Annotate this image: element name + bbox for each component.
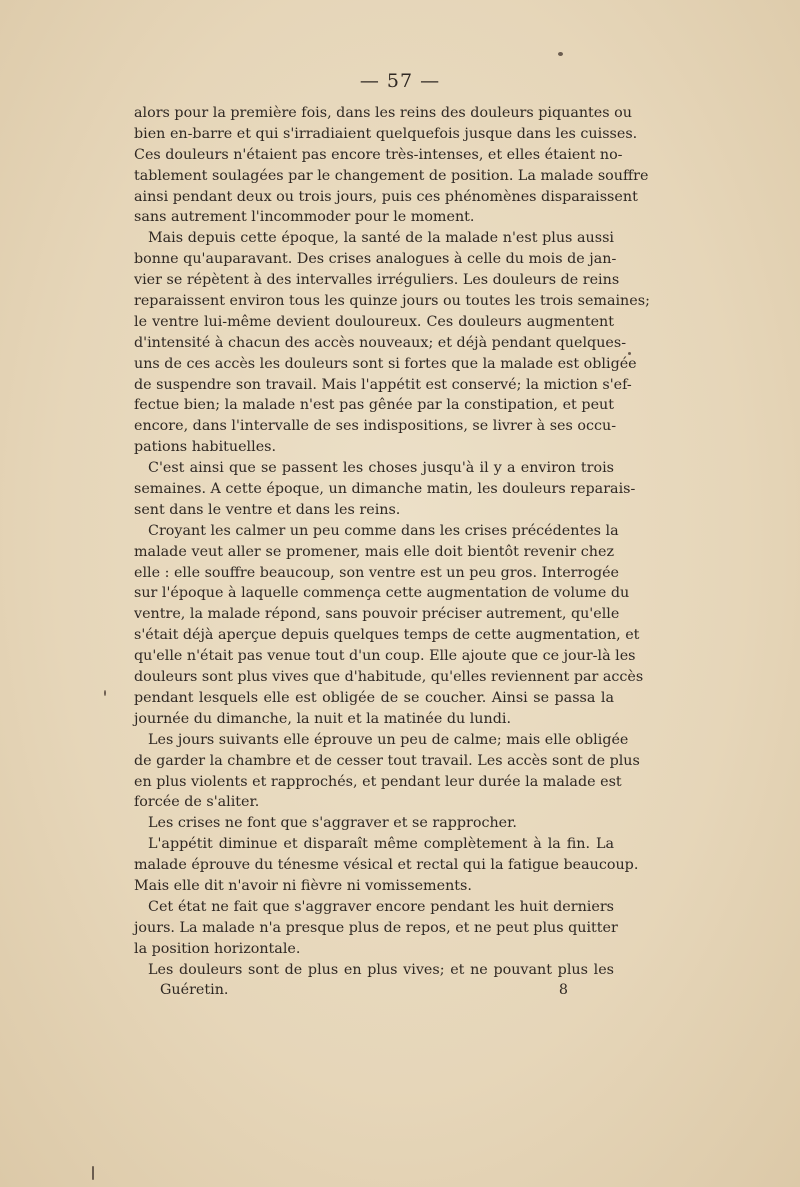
- text-line: ventre, la malade répond, sans pouvoir préciser autrement, qu'elle: [134, 606, 620, 623]
- text-line: pations habituelles.: [134, 439, 277, 456]
- text-line: sur l'époque à laquelle commença cette augmentation de volume du: [134, 585, 630, 602]
- text-line: alors pour la première fois, dans les reins des douleurs piquantes ou: [134, 105, 632, 121]
- text-line: malade éprouve du ténesme vésical et rectal qui la fatigue beaucoup.: [134, 857, 639, 874]
- text-line: reparaissent environ tous les quinze jours ou toutes les trois semaines;: [134, 293, 650, 310]
- print-speck: [104, 690, 106, 696]
- text-line: Cet état ne fait que s'aggraver encore pendant les huit derniers: [148, 898, 614, 915]
- text-line: Les jours suivants elle éprouve un peu de calme; mais elle obligée: [148, 731, 629, 748]
- text-line: uns de ces accès les douleurs sont si fortes que la malade est obligée: [134, 355, 637, 372]
- text-line: Mais elle dit n'avoir ni fièvre ni vomissements.: [134, 877, 472, 894]
- body-text: [134, 103, 650, 1001]
- text-line: Mais depuis cette époque, la santé de la malade n'est plus aussi: [148, 230, 614, 247]
- text-line: encore, dans l'intervalle de ses indispositions, se livrer à ses occu-: [134, 418, 617, 435]
- text-line: semaines. A cette époque, un dimanche matin, les douleurs reparais-: [134, 481, 636, 498]
- text-line: de suspendre son travail. Mais l'appétit est conservé; la miction s'ef-: [134, 376, 632, 393]
- text-line: douleurs sont plus vives que d'habitude, qu'elles reviennent par accès: [134, 669, 644, 686]
- text-line: journée du dimanche, la nuit et la matinée du lundi.: [134, 710, 511, 727]
- text-line: sans autrement l'incommoder pour le moment.: [134, 209, 475, 226]
- text-line: C'est ainsi que se passent les choses jusqu'à il y a environ trois: [148, 460, 614, 477]
- text-line: ainsi pendant deux ou trois jours, puis ces phénomènes disparaissent: [134, 188, 638, 205]
- text-line: forcée de s'aliter.: [134, 794, 260, 811]
- text-line: en plus violents et rapprochés, et pendant leur durée la malade est: [134, 773, 622, 790]
- text-line: elle : elle souffre beaucoup, son ventre est un peu gros. Interrogée: [134, 564, 620, 581]
- text-line: tablement soulagées par le changement de position. La malade souffre: [134, 167, 649, 184]
- text-line: s'était déjà aperçue depuis quelques temps de cette augmentation, et: [134, 627, 640, 644]
- text-line: Les crises ne font que s'aggraver et se rapprocher.: [148, 815, 517, 832]
- text-line: bien en-barre et qui s'irradiaient quelquefois jusque dans les cuisses.: [134, 125, 638, 142]
- text-line: le ventre lui-même devient douloureux. Ces douleurs augmentent: [134, 313, 614, 330]
- text-line: d'intensité à chacun des accès nouveaux; et déjà pendant quelques-: [134, 334, 627, 351]
- print-speck: [628, 352, 631, 355]
- text-line: Ces douleurs n'étaient pas encore très-intenses, et elles étaient no-: [134, 146, 623, 163]
- text-line: L'appétit diminue et disparaît même complètement à la fin. La: [148, 836, 614, 853]
- text-line: bonne qu'auparavant. Des crises analogues à celle du mois de jan-: [134, 251, 617, 268]
- print-speck: [92, 1166, 94, 1180]
- footer-signature-mark: 8: [558, 982, 568, 999]
- text-line: la position horizontale.: [134, 940, 301, 957]
- page-number: — 57 —: [359, 70, 441, 92]
- text-line: fectue bien; la malade n'est pas gênée par la constipation, et peut: [134, 397, 614, 414]
- print-speck: [558, 52, 563, 56]
- text-line: jours. La malade n'a presque plus de repos, et ne peut plus quitter: [134, 919, 618, 936]
- text-line: Croyant les calmer un peu comme dans les crises précédentes la: [148, 522, 619, 539]
- text-line: vier se répètent à des intervalles irréguliers. Les douleurs de reins: [134, 272, 620, 289]
- text-line: de garder la chambre et de cesser tout travail. Les accès sont de plus: [134, 752, 640, 769]
- text-line: sent dans le ventre et dans les reins.: [134, 501, 401, 518]
- footer-author: Guéretin.: [160, 982, 229, 999]
- text-line: Les douleurs sont de plus en plus vives; et ne pouvant plus les: [148, 961, 614, 978]
- text-line: malade veut aller se promener, mais elle doit bientôt revenir chez: [134, 543, 614, 560]
- text-line: qu'elle n'était pas venue tout d'un coup. Elle ajoute que ce jour-là les: [134, 648, 636, 665]
- page-footer: [134, 980, 614, 1001]
- text-line: pendant lesquels elle est obligée de se coucher. Ainsi se passa la: [134, 689, 614, 706]
